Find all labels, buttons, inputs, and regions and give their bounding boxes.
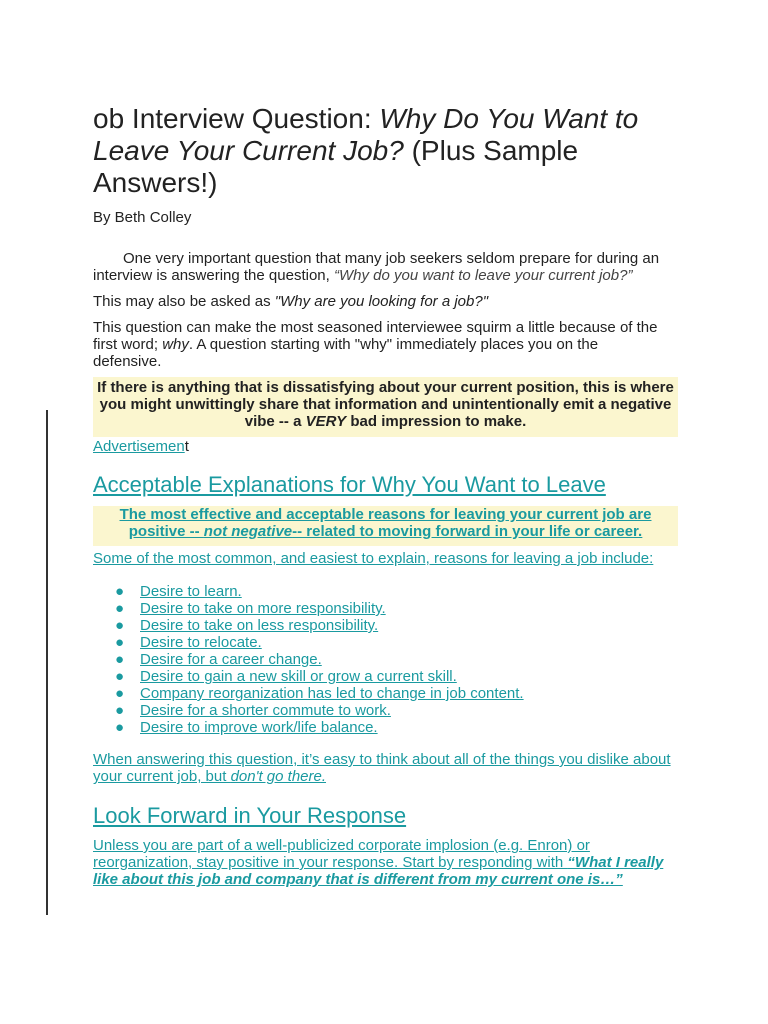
bullet-icon: ● (115, 651, 125, 668)
bullet-icon: ● (115, 634, 125, 651)
section-heading-acceptable[interactable]: Acceptable Explanations for Why You Want to Leave (93, 472, 606, 497)
bullet-icon: ● (115, 600, 125, 617)
answering-paragraph[interactable]: When answering this question, it’s easy to think about all of the things you dislike about your current job, but don't go there. (93, 751, 671, 785)
list-item[interactable]: ● Desire to improve work/life balance. (115, 719, 378, 736)
page-title: ob Interview Question: Why Do You Want to Leave Your Current Job? (Plus Sample Answers!) (93, 103, 639, 198)
list-item[interactable]: ● Desire to take on less responsibility. (115, 617, 379, 634)
bullet-icon: ● (115, 702, 125, 719)
positive-reasons-callout[interactable]: The most effective and acceptable reasons for leaving your current job are positive -- not negative-- related to moving forward in your life or career. (93, 506, 678, 546)
list-item[interactable]: ● Desire to take on more responsibility. (115, 600, 386, 617)
byline: By Beth Colley (93, 209, 192, 226)
bullet-icon: ● (115, 685, 125, 702)
alternate-question-paragraph: This may also be asked as "Why are you looking for a job?" (93, 293, 489, 310)
advertisement-link[interactable]: Advertisemen (93, 438, 185, 455)
bullet-icon: ● (115, 719, 125, 736)
section-heading-look-forward[interactable]: Look Forward in Your Response (93, 803, 407, 828)
reasons-intro[interactable]: Some of the most common, and easiest to explain, reasons for leaving a job include: (93, 550, 654, 567)
warning-callout: If there is anything that is dissatisfying about your current position, this is where you might unwittingly share that information and unintentionally emit a negative vibe -- a VERY bad impression to make. (93, 377, 678, 437)
list-item[interactable]: ● Desire to gain a new skill or grow a current skill. (115, 668, 457, 685)
list-item[interactable]: ● Desire to learn. (115, 583, 242, 600)
list-item[interactable]: ● Desire for a career change. (115, 651, 322, 668)
bullet-icon: ● (115, 583, 125, 600)
look-forward-paragraph[interactable]: Unless you are part of a well-publicized corporate implosion (e.g. Enron) or reorganization, stay positive in your response. Start by responding with “What I really like about this job and company that is different from my current one is…” (93, 837, 664, 888)
why-paragraph: This question can make the most seasoned interviewee squirm a little because of the first word; why. A question starting with "why" immediately places you on the defensive. (93, 319, 658, 370)
margin-rule (46, 410, 48, 915)
intro-paragraph: One very important question that many job seekers seldom prepare for during an interview is answering the question, “Why do you want to leave your current job?” (93, 250, 660, 284)
bullet-icon: ● (115, 668, 125, 685)
list-item[interactable]: ● Desire to relocate. (115, 634, 262, 651)
list-item[interactable]: ● Company reorganization has led to change in job content. (115, 685, 524, 702)
reasons-list (93, 583, 524, 736)
bullet-icon: ● (115, 617, 125, 634)
list-item[interactable]: ● Desire for a shorter commute to work. (115, 702, 391, 719)
advertisement-label: Advertisement (93, 438, 189, 455)
